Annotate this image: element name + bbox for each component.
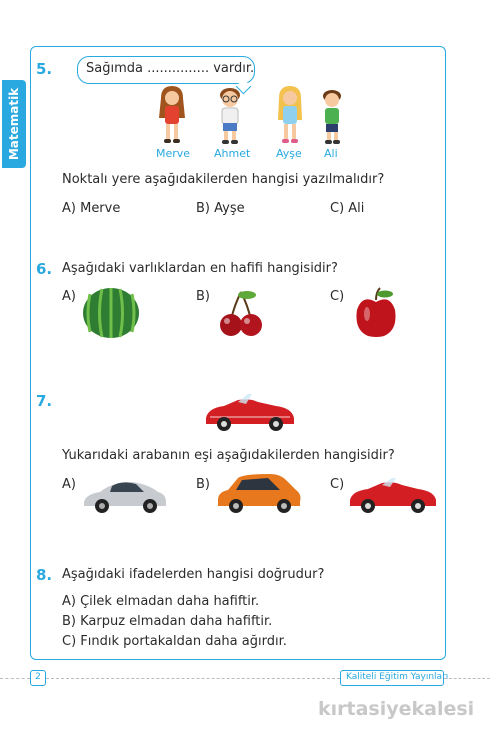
silver-sports-car-image bbox=[82, 474, 168, 514]
page-number: 2 bbox=[30, 670, 46, 686]
merve-figure bbox=[155, 84, 189, 146]
apple-image bbox=[354, 286, 398, 338]
question-6-option-b[interactable]: B) bbox=[196, 289, 210, 304]
speech-bubble-text: Sağımda ............... vardır. bbox=[86, 61, 255, 76]
question-6-number: 6. bbox=[36, 260, 53, 278]
question-7-option-a[interactable]: A) bbox=[62, 477, 76, 492]
name-ahmet: Ahmet bbox=[214, 147, 251, 160]
question-5-option-b[interactable]: B) Ayşe bbox=[196, 201, 245, 216]
question-5-prompt: Noktalı yere aşağıdakilerden hangisi yazılmalıdır? bbox=[62, 172, 385, 187]
question-7-number: 7. bbox=[36, 392, 53, 410]
subject-tab bbox=[2, 80, 26, 168]
question-8-number: 8. bbox=[36, 566, 53, 584]
ayse-figure bbox=[275, 84, 305, 146]
footer-divider-left bbox=[0, 678, 30, 679]
subject-label: Matematik bbox=[7, 87, 21, 161]
question-7-prompt: Yukarıdaki arabanın eşi aşağıdakilerden hangisidir? bbox=[62, 448, 395, 463]
question-5-option-c[interactable]: C) Ali bbox=[330, 201, 365, 216]
red-convertible-reference-image bbox=[202, 392, 298, 434]
question-6-option-a[interactable]: A) bbox=[62, 289, 76, 304]
red-convertible-option-image bbox=[346, 476, 440, 516]
question-7-option-b[interactable]: B) bbox=[196, 477, 210, 492]
cherries-image bbox=[216, 288, 266, 338]
question-6-prompt: Aşağıdaki varlıklardan en hafifi hangisidir? bbox=[62, 261, 338, 276]
publisher-name: Kaliteli Eğitim Yayınları bbox=[340, 670, 444, 686]
footer-divider-right bbox=[444, 678, 490, 679]
ali-figure bbox=[318, 88, 346, 146]
name-ayse: Ayşe bbox=[276, 147, 302, 160]
question-8-option-a[interactable]: A) Çilek elmadan daha hafiftir. bbox=[62, 594, 260, 609]
question-6-option-c[interactable]: C) bbox=[330, 289, 345, 304]
name-ali: Ali bbox=[324, 147, 338, 160]
question-5-number: 5. bbox=[36, 60, 53, 78]
name-merve: Merve bbox=[156, 147, 191, 160]
question-8-option-b[interactable]: B) Karpuz elmadan daha hafiftir. bbox=[62, 614, 273, 629]
question-7-option-c[interactable]: C) bbox=[330, 477, 345, 492]
footer-divider-center bbox=[46, 678, 340, 679]
orange-hatchback-image bbox=[214, 470, 304, 514]
question-8-prompt: Aşağıdaki ifadelerden hangisi doğrudur? bbox=[62, 567, 325, 582]
ahmet-figure bbox=[214, 86, 246, 146]
question-8-option-c[interactable]: C) Fındık portakaldan daha ağırdır. bbox=[62, 634, 287, 649]
question-5-option-a[interactable]: A) Merve bbox=[62, 201, 121, 216]
watermark-text: kırtasiyekalesi bbox=[318, 698, 475, 720]
watermelon-image bbox=[80, 286, 142, 340]
